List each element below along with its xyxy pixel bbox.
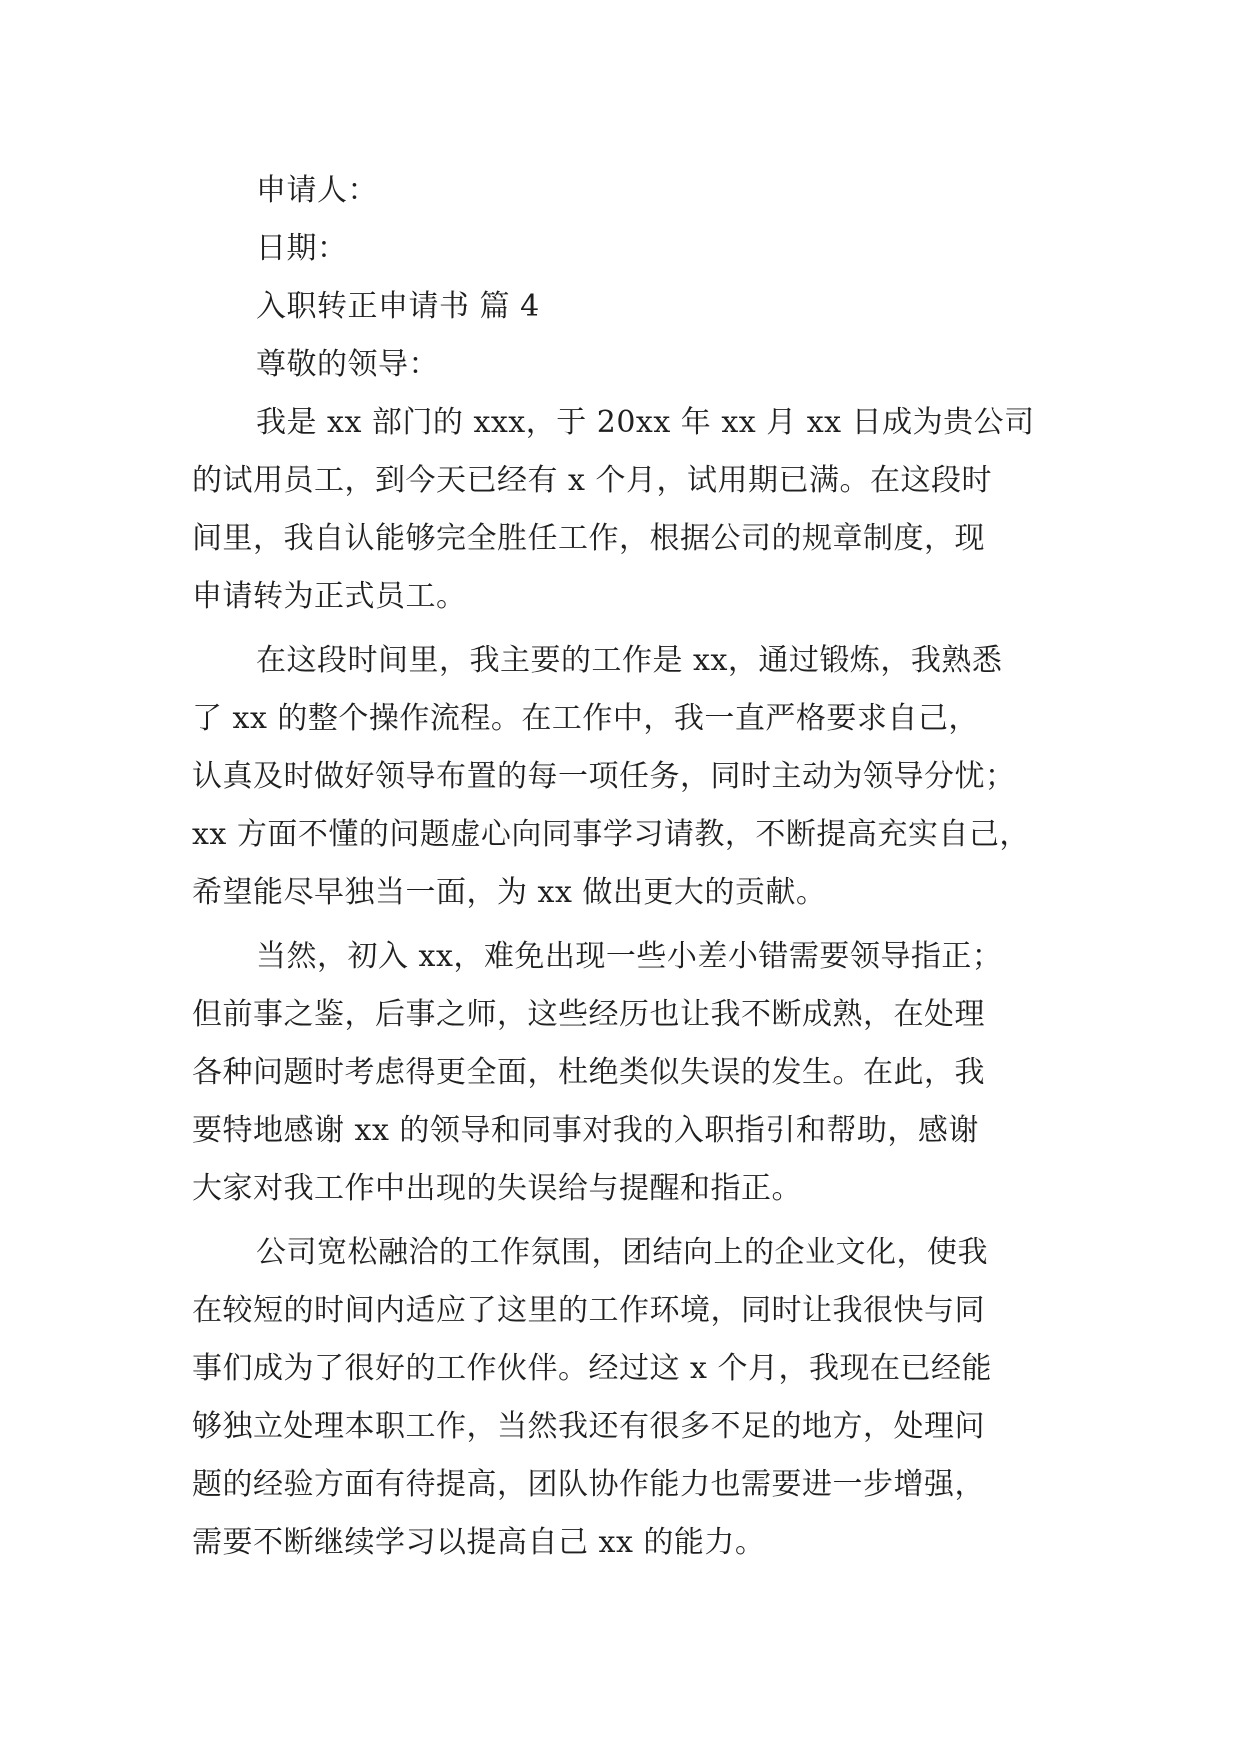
paragraph-2 [192,632,1052,922]
paragraph-3-line-3: 各种问题时考虑得更全面，杜绝类似失误的发生。在此，我 [192,1055,985,1090]
paragraph-4-line-5: 题的经验方面有待提高，团队协作能力也需要进一步增强， [192,1467,985,1502]
paragraph-4-line-3: 事们成为了很好的工作伙伴。经过这 x 个月，我现在已经能 [192,1351,992,1386]
paragraph-2-line-4: xx 方面不懂的问题虚心向同事学习请教，不断提高充实自己， [192,817,1030,852]
paragraph-3-line-2: 但前事之鉴，后事之师，这些经历也让我不断成熟，在处理 [192,997,985,1032]
paragraph-1-line-2: 的试用员工，到今天已经有 x 个月，试用期已满。在这段时 [192,463,992,498]
paragraph-1-line-3: 间里，我自认能够完全胜任工作，根据公司的规章制度，现 [192,521,985,556]
paragraph-3-line-4: 要特地感谢 xx 的领导和同事对我的入职指引和帮助，感谢 [192,1113,979,1148]
paragraph-4-line-6: 需要不断继续学习以提高自己 xx 的能力。 [192,1525,766,1560]
paragraph-3-line-5: 大家对我工作中出现的失误给与提醒和指正。 [192,1171,802,1206]
paragraph-2-line-1: 在这段时间里，我主要的工作是 xx，通过锻炼，我熟悉 [256,643,1003,678]
paragraph-2-line-5: 希望能尽早独当一面，为 xx 做出更大的贡献。 [192,875,827,910]
salutation: 尊敬的领导： [256,347,439,382]
paragraph-4-line-2: 在较短的时间内适应了这里的工作环境，同时让我很快与同 [192,1293,985,1328]
paragraph-4 [192,1224,1052,1572]
paragraph-1-line-1: 我是 xx 部门的 xxx，于 20xx 年 xx 月 xx 日成为贵公司 [256,405,1035,440]
document-body [192,162,1052,1572]
paragraph-1-line-4: 申请转为正式员工。 [192,579,467,614]
paragraph-2-line-3: 认真及时做好领导布置的每一项任务，同时主动为领导分忧； [192,759,1016,794]
document-title: 入职转正申请书 篇 4 [256,289,540,324]
paragraph-3 [192,928,1052,1218]
paragraph-3-line-1: 当然，初入 xx，难免出现一些小差小错需要领导指正； [256,939,1003,974]
paragraph-2-line-2: 了 xx 的整个操作流程。在工作中，我一直严格要求自己， [192,701,979,736]
paragraph-4-line-1: 公司宽松融洽的工作氛围，团结向上的企业文化，使我 [256,1235,988,1270]
paragraph-4-line-4: 够独立处理本职工作，当然我还有很多不足的地方，处理问 [192,1409,985,1444]
date-line: 日期： [256,231,348,266]
applicant-line: 申请人： [256,173,378,208]
paragraph-1 [192,394,1052,626]
